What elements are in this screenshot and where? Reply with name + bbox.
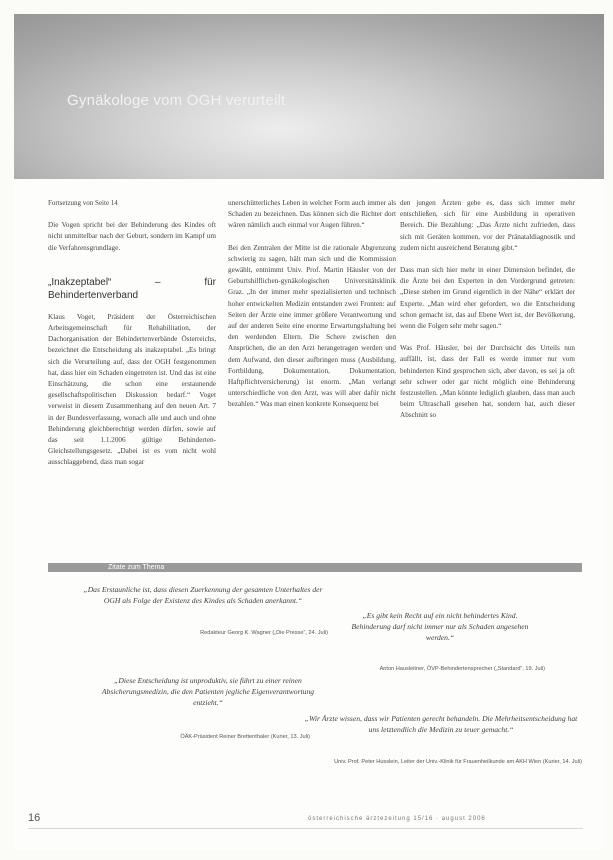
paragraph: Die Vogen spricht bei der Behinderung des Kindes oft nicht unmittelbar nach der Geburt, sondern im Kampf um die Verfahrensgrundlage.: [48, 221, 216, 252]
quote-3: „Diese Entscheidung ist unproduktiv, sie führt zu einer reinen Absicherungsmedizin, die den Patienten jegliche Eigenverantwortung entzieht.“: [101, 676, 315, 707]
quote-4: „Wir Ärzte wissen, dass wir Patienten gerecht behandeln. Die Mehrheitsentscheidung hat uns letztendlich die Medizin zu teuer gemacht.“: [304, 714, 578, 734]
paragraph: Dass man sich hier mehr in einer Dimension befindet, die die Ärzte bei den Experten in den Vordergrund getreten: „Diese stehen im Grund eigentlich in der Nähe“ erklärt der Experte. „Man wird eher gefordert, wo die Entscheidung schon gemacht ist, das auf Ebene Wert ist, der Bevölkerung, wenn die Folgen sehr mehr sagen.“: [400, 266, 575, 331]
paragraph: den jungen Ärzten gebe es, dass sich immer mehr entschließen, sich für eine Ausbildung in operativen Bereich. Die Bezahlung: „Das Ärzte nicht zufrieden, dass sich mit Geräten kommen, vor der Pränataldiagnostik und zudem nicht ausreichend Beratung gibt.“: [400, 199, 575, 252]
paragraph: unerschütterliches Leben in welcher Form auch immer als Schaden zu bezeichnen. Das können sich die Richter dort wären nämlich auch einmal vor Augen führen.“: [228, 199, 396, 230]
quote-1-source: Redakteur Georg K. Wagner („Die Presse“, 24. Juli): [200, 630, 328, 636]
quote-1: „Das Erstaunliche ist, dass diesen Zuerkennung der gesamten Unterhaltes der OGH als Folge der Existenz des Kindes als Schaden anerkannt.“: [83, 585, 323, 605]
quote-2: „Es gibt kein Recht auf ein nicht behindertes Kind. Behinderung darf nicht immer nur als Schaden angesehen werden.“: [351, 611, 529, 642]
page-number: 16: [28, 812, 41, 824]
quote-4-source: Univ. Prof. Peter Husslein, Leiter der Univ.-Klinik für Frauenheilkunde am AKH Wien (Kurier, 14. Juli): [334, 759, 582, 765]
paragraph: Was Prof. Häusler, bei der Durchsicht des Urteils nun auffällt, ist, dass der Fall es werde immer nur vom behinderten Kind gesprochen sich, aber davon, es sei ja oft sehr schwer oder gar nicht möglich eine Behinderung festzustellen. „Man könnte lediglich glauben, dass man auch beim Ultraschall gesehen hat, sondern hat, auch dieser Abschnitt so: [400, 344, 575, 420]
quotes-section-bar: [48, 563, 582, 572]
paragraph: Klaus Voget, Präsident der Österreichischen Arbeitsgemeinschaft für Rehabilitation, der Dachorganisation der Behindertenverbände Österreichs, bezeichnet die Entscheidung als inakzeptabel. „Es bringt sich die Verurteilung auf, dass der OGH festgenommen hat, dass hier ein Schaden eingetreten ist. Und das ist eine Einschätzung, die schon eine erstaunende gesellschaftspolitischen Diskussion bedarf.“ Voget verweist in diesem Zusammenhang auf den neuen Art. 7 in der Bundesverfassung, wonach alle und auch und ohne Behinderung gleichberechtigt werden dürfen, sowie auf das seit 1.1.2006 gültige Behinderten-Gleichstellungsgesetz. „Dabei ist es vom nicht wohl ausschlaggebend, dass man sogar: [48, 312, 216, 467]
article-title: Gynäkologe vom OGH verurteilt: [67, 92, 286, 109]
publication-footer: österreichische ärztezeitung 15/16 · august 2006: [308, 816, 486, 822]
quote-3-source: ÖÄK-Präsident Reiner Brettenthaler (Kurier, 13. Juli): [180, 734, 310, 740]
header-banner: [14, 14, 604, 179]
quotes-section-label: Zitate zum Thema: [108, 564, 165, 571]
column-3: [400, 198, 575, 422]
quote-2-source: Anton Hausleitner, ÖVP-Behindertensprecher („Standard“, 19. Juli): [379, 666, 545, 672]
subheading: „Inakzeptabel“ – für Behindertenverband: [48, 276, 216, 301]
column-1: [48, 198, 216, 469]
continuation-note: Fortsetzung von Seite 14: [48, 199, 118, 207]
paragraph: Bei den Zentralen der Mitte ist die rationale Abgrenzung schwierig zu sagen, hält man sich und die Kommission gewählt, entnimmt Univ. Prof. Martin Häusler von der Geburtshilflichen-gynäkologischen Universitätsklinik Graz. „In der immer mehr spezialisierten und technisch hoher entwickelten Medizin entstanden zwei Fronten: auf Seiten der Ärzte eine immer größere Verantwortung und auf der anderen Seite eine enorme Erwartungshaltung bei den werdenden Eltern. Die Schere zwischen den Ansprüchen, die an den Arzt herangetragen werden und dem Aufwand, den dieser aufbringen muss (Ausbildung, Fortbildung, Dokumentation, Dokumentation, Haftpflichtversicherung) ist enorm. „Man verlangt unterschiedliche von den Arzt, was will aber dafür nicht bezahlen.“ Was man einen konkrete Konsequenz bei: [228, 243, 396, 409]
footer-rule: [28, 828, 583, 829]
column-2: [228, 198, 396, 411]
